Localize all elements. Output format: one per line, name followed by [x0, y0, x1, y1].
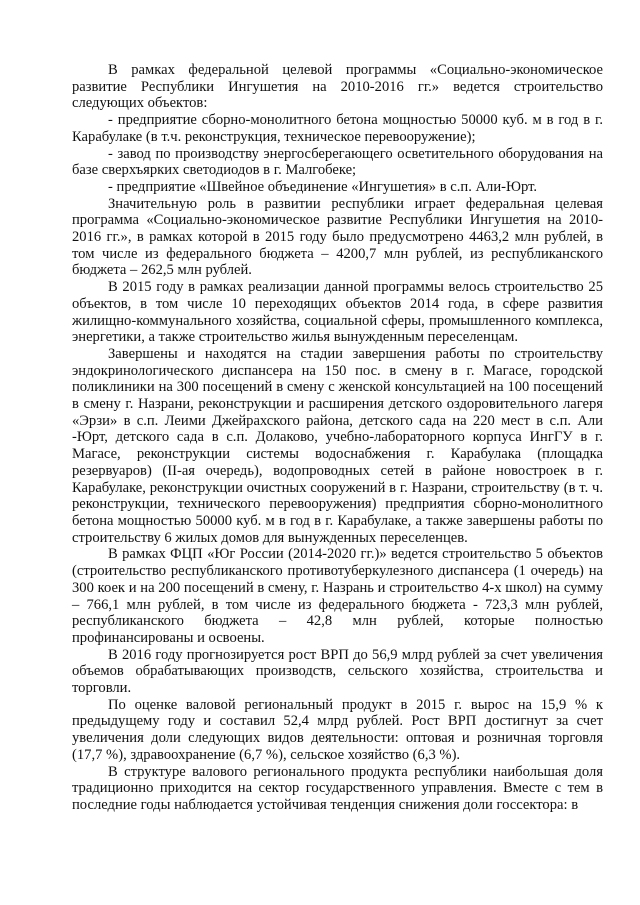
list-item: - завод по производству энергосберегающего осветительного оборудования на базе сверхъярких светодиодов в г. Малгобеке; — [72, 145, 603, 179]
paragraph: В 2015 году в рамках реализации данной программы велось строительство 25 объектов, в том числе 10 переходящих объектов 2014 года, в сфере развития жилищно-коммунального хозяйства, социальной сферы, промышленного комплекса, энергетики, а также строительство жилья вынужденным переселенцам. — [72, 279, 603, 346]
paragraph: По оценке валовой региональный продукт в 2015 г. вырос на 15,9 % к предыдущему году и составил 52,4 млрд рублей. Рост ВРП достигнут за счет увеличения доли следующих видов деятельности: оптовая и розничная торговля (17,7 %), здравоохранение (6,7 %), сельское хозяйство (6,3 %). — [72, 696, 603, 763]
list-item: - предприятие «Швейное объединение «Ингушетия» в с.п. Али-Юрт. — [108, 178, 538, 195]
paragraph: Завершены и находятся на стадии завершения работы по строительству эндокринологического диспансера на 150 пос. в смену в г. Магасе, городской поликлиники на 300 посещений в смену с женской консультацией на 100 посещений в смену г. Назрани, реконструкции и расширения детского оздоровительного лагеря «Эрзи» в с.п. Леими Джейрахского района, детского сада на 220 мест в с.п. Али -Юрт, детского сада в с.п. Долаково, учебно-лабораторного корпуса ИнгГУ в г. Магасе, реконструкции системы водоснабжения г. Карабулака (площадка резервуаров) (II-ая очередь), водопроводных сетей в районе новостроек в г. Карабулаке, реконструкции очистных сооружений в г. Назрани, строительству (в т. ч. реконструкции, технического перевооружения) предприятия сборно-монолитного бетона мощностью 50000 куб. м в год в г. Карабулаке, а также завершены работы по строительству 6 жилых домов для вынужденных переселенцев. — [72, 345, 603, 546]
paragraph: В 2016 году прогнозируется рост ВРП до 56,9 млрд рублей за счет увеличения объемов обрабатывающих производств, сельского хозяйства, строительства и торговли. — [72, 646, 603, 697]
paragraph: В рамках федеральной целевой программы «Социально-экономическое развитие Республики Ингушетия на 2010-2016 гг.» ведется строительство следующих объектов: — [72, 62, 603, 112]
paragraph: В рамках ФЦП «Юг России (2014-2020 гг.)» ведется строительство 5 объектов (строительство республиканского противотуберкулезного диспансера (1 очередь) на 300 коек и на 200 посещений в смену, г. Назрань и строительство 4-х школ) на сумму – 766,1 млн рублей, в том числе из федерального бюджета - 723,3 млн рублей, республиканского бюджета – 42,8 млн рублей, которые полностью профинансированы и освоены. — [72, 546, 603, 646]
list-item: - предприятие сборно-монолитного бетона мощностью 50000 куб. м в год в г. Карабулаке (в т.ч. реконструкция, техническое перевооружение); — [72, 112, 603, 145]
paragraph: В структуре валового регионального продукта республики наибольшая доля традиционно приходится на сектор государственного управления. Вместе с тем в последние годы наблюдается устойчивая тенденция снижения доли госсектора: в — [72, 763, 603, 813]
paragraph: Значительную роль в развитии республики играет федеральная целевая программа «Социально-экономическое развитие Республики Ингушетия на 2010-2016 гг.», в рамках которой в 2015 году было предусмотрено 4463,2 млн рублей, в том числе из федерального бюджета – 4200,7 млн рублей, из республиканского бюджета – 262,5 млн рублей. — [72, 195, 603, 279]
